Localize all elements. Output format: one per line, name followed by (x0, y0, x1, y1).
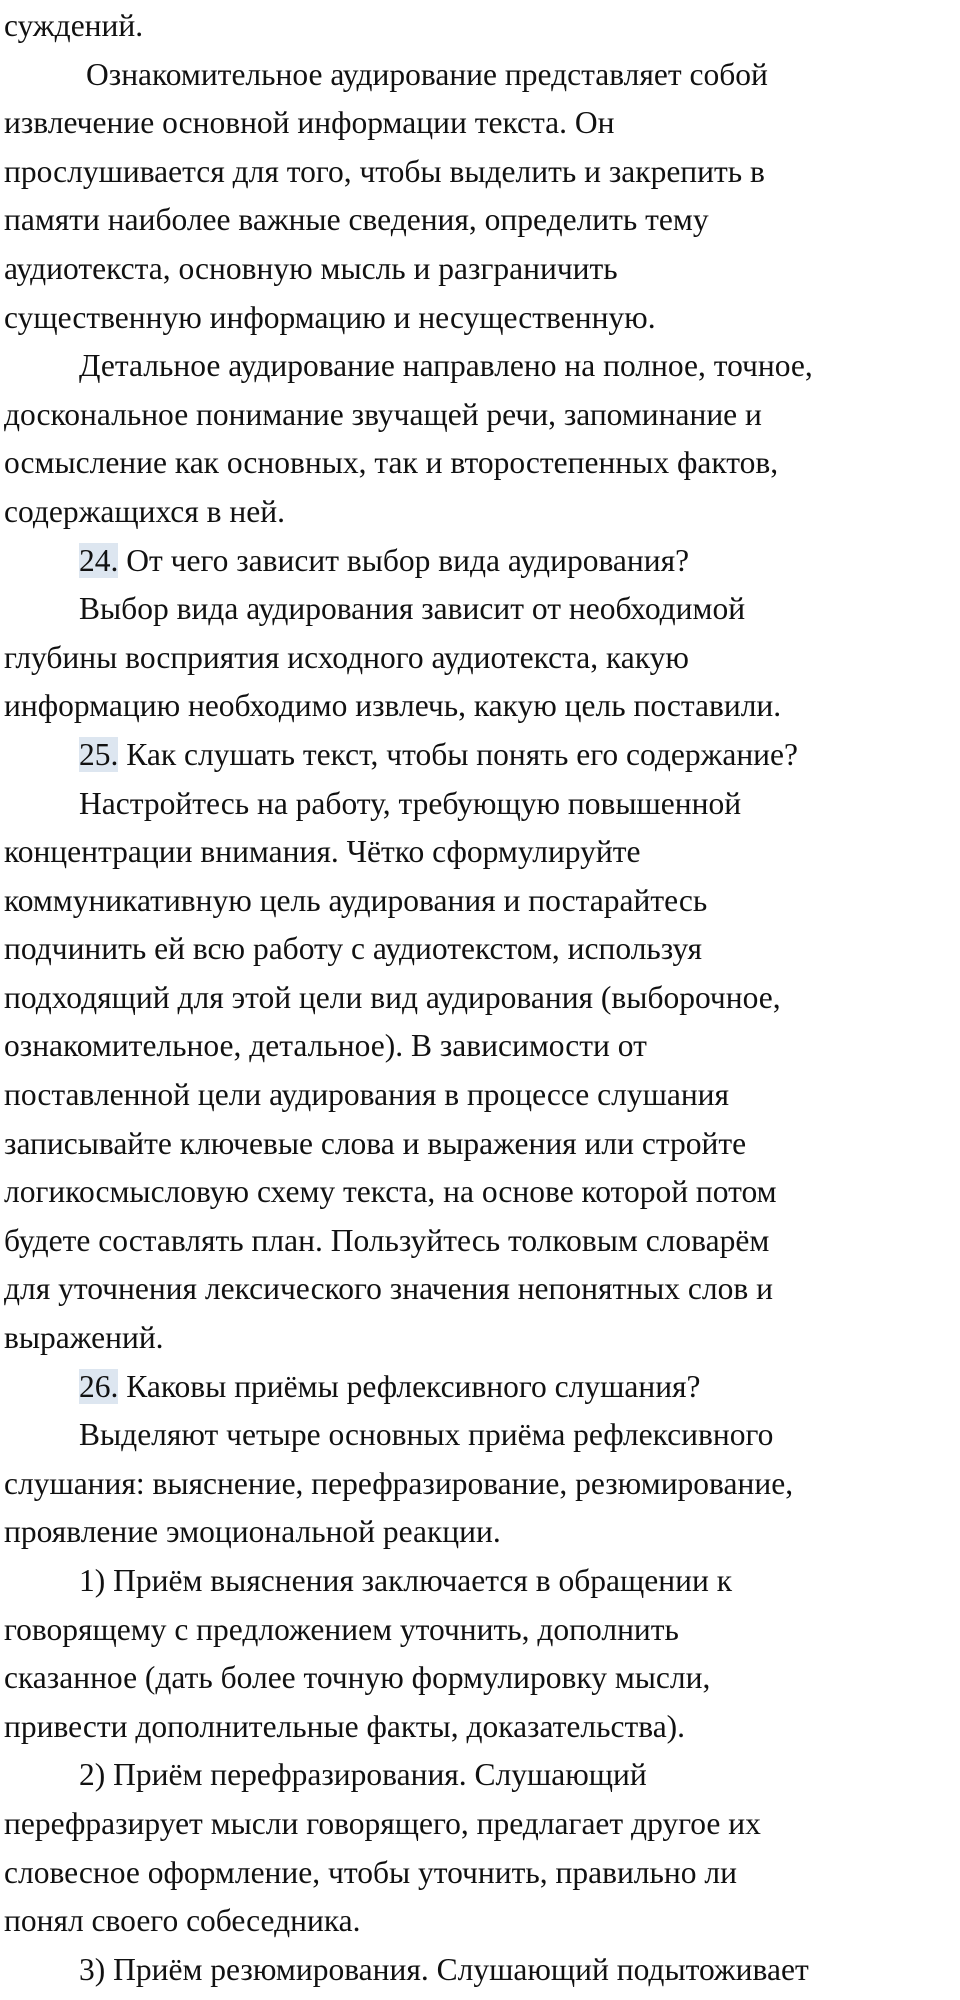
text-line: памяти наиболее важные сведения, определить тему (4, 202, 709, 238)
list-item-line: 2) Приём перефразирования. Слушающий (79, 1757, 647, 1793)
text-line: подходящий для этой цели вид аудирования (выборочное, (4, 979, 781, 1015)
text-line: записывайте ключевые слова и выражения или стройте (4, 1125, 747, 1161)
text-line: коммуникативную цель аудирования и постарайтесь (4, 882, 708, 918)
text-line: понял своего собеседника. (4, 1903, 361, 1939)
text-line: говорящему с предложением уточнить, дополнить (4, 1611, 679, 1647)
text-line: для уточнения лексического значения непонятных слов и (4, 1271, 773, 1307)
text-line: проявление эмоциональной реакции. (4, 1514, 501, 1550)
paragraph-start-line: Детальное аудирование направлено на полное, точное, (79, 348, 813, 384)
paragraph-start-line: Выбор вида аудирования зависит от необходимой (79, 591, 746, 627)
text-line: концентрации внимания. Чётко сформулируйте (4, 834, 641, 870)
text-line: аудиотекста, основную мысль и разграничить (4, 250, 618, 286)
text-line: выражений. (4, 1320, 164, 1356)
question-line (4, 1363, 960, 1412)
text-line: глубины восприятия исходного аудиотекста, какую (4, 639, 689, 675)
paragraph-start-line: Выделяют четыре основных приёма рефлексивного (79, 1417, 774, 1453)
paragraph-start-line: Ознакомительное аудирование представляет собой (86, 56, 768, 92)
text-line: подчинить ей всю работу с аудиотекстом, используя (4, 931, 703, 967)
question-text: Каковы приёмы рефлексивного слушания? (118, 1368, 701, 1404)
question-line (4, 731, 960, 780)
text-line: содержащихся в ней. (4, 493, 285, 529)
text-line: сказанное (дать более точную формулировку мысли, (4, 1660, 711, 1696)
question-text: Как слушать текст, чтобы понять его содержание? (118, 736, 798, 772)
text-line: перефразирует мысли говорящего, предлагает другое их (4, 1805, 761, 1841)
question-number-highlight: 24. (79, 542, 119, 578)
text-line: слушания: выяснение, перефразирование, резюмирование, (4, 1465, 794, 1501)
question-line (4, 537, 960, 586)
text-line: привести дополнительные факты, доказательства). (4, 1708, 686, 1744)
text-line: прослушивается для того, чтобы выделить и закрепить в (4, 153, 765, 189)
question-number-highlight: 25. (79, 736, 119, 772)
list-item-line: 1) Приём выяснения заключается в обращении к (79, 1563, 733, 1598)
text-line: информацию необходимо извлечь, какую цель поставили. (4, 688, 782, 724)
text-line: ознакомительное, детальное). В зависимости от (4, 1028, 647, 1064)
text-line: логикосмысловую схему текста, на основе которой потом (4, 1174, 777, 1210)
list-item-line: 3) Приём резюмирования. Слушающий подытоживает (79, 1951, 809, 1987)
text-line: осмысление как основных, так и второстепенных фактов, (4, 445, 779, 481)
text-line: поставленной цели аудирования в процессе слушания (4, 1077, 730, 1113)
paragraph-start-line: Настройтесь на работу, требующую повышенной (79, 785, 742, 821)
text-line: существенную информацию и несущественную. (4, 299, 656, 335)
text-line: извлечение основной информации текста. Он (4, 105, 615, 141)
question-number-highlight: 26. (79, 1368, 119, 1404)
text-line: словесное оформление, чтобы уточнить, правильно ли (4, 1854, 737, 1890)
text-line: суждений. (4, 8, 144, 43)
text-line: доскональное понимание звучащей речи, запоминание и (4, 396, 762, 432)
question-text: От чего зависит выбор вида аудирования? (118, 542, 690, 578)
text-line: будете составлять план. Пользуйтесь толковым словарём (4, 1222, 770, 1258)
